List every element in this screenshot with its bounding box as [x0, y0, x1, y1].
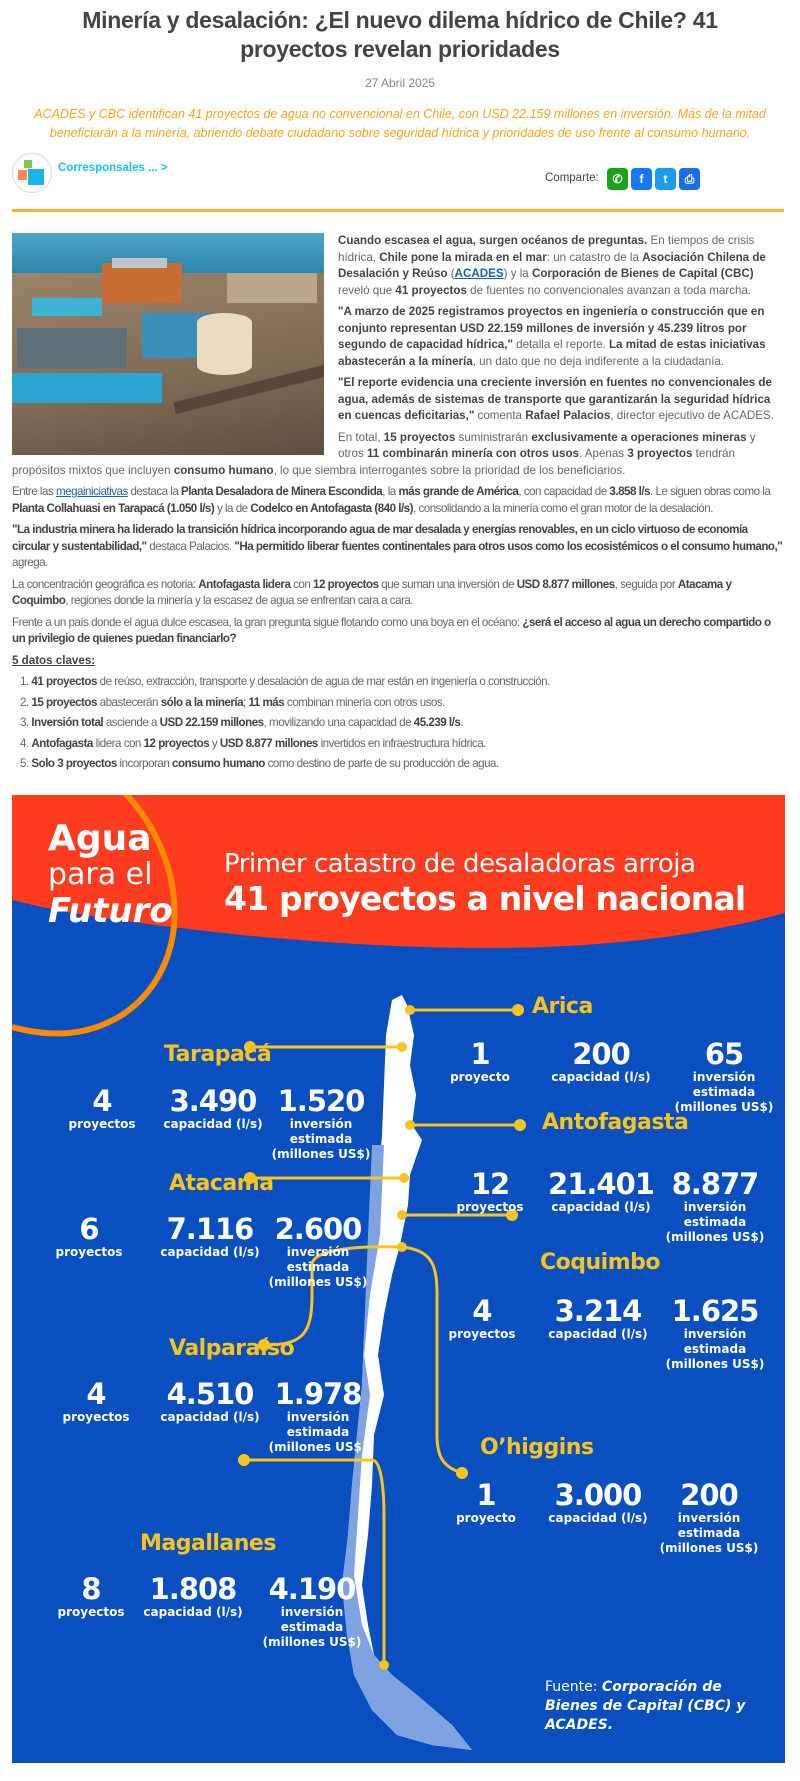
project-count: [426, 1479, 546, 1526]
investment-stat: [649, 1479, 769, 1556]
source-note: [545, 1678, 775, 1735]
bold-text: 11 más: [248, 695, 285, 709]
bold-text: 41 proyectos: [395, 283, 467, 297]
text-run: 2.: [20, 695, 32, 709]
bold-text: Rafael Palacios: [525, 409, 611, 422]
bold-text: sólo a la minería: [160, 695, 244, 709]
capacity-stat: [538, 1479, 658, 1526]
article-title: Minería y desalación: ¿El nuevo dilema hídrico de Chile? 41 proyectos revelan prioridades: [82, 7, 718, 62]
bold-text: USD 22.159 millones: [159, 716, 264, 729]
bold-text: Antofagasta lidera: [198, 577, 291, 591]
brand-line-agua: Agua: [48, 818, 152, 859]
text-run: , consolidando a la minería como el gran motor de la desalación.: [413, 501, 713, 515]
text-run: y: [209, 736, 220, 750]
capacity-stat: [133, 1573, 253, 1620]
bold-text: 12 proyectos: [143, 736, 210, 750]
text-run: 5.: [20, 757, 32, 770]
investment-stat: [258, 1213, 378, 1290]
region-name: Atacama: [169, 1171, 274, 1196]
stat-value: 1.808: [149, 1572, 237, 1606]
bold-text: 3 proyectos: [627, 447, 693, 460]
text-run: 4.: [20, 736, 32, 750]
capacity-stat: [150, 1378, 270, 1425]
stat-label: capacidad (l/s): [548, 1511, 648, 1525]
text-run: que suman una inversión de: [378, 577, 517, 591]
bold-text: 45.239 l/s: [413, 716, 461, 729]
article-paragraph: [12, 522, 784, 572]
bold-text: Solo 3 proyectos: [31, 757, 117, 770]
text-run: Frente a un país donde el agua dulce escasea, la gran pregunta sigue flotando como una boya en el océano:: [12, 615, 523, 629]
bold-text: 41 proyectos: [31, 675, 97, 688]
print-icon: ⎙: [684, 171, 695, 186]
stat-label: inversión estimada (millones US$): [674, 1070, 774, 1114]
stat-value: 200: [572, 1037, 630, 1071]
author-avatar[interactable]: [12, 153, 52, 193]
article-paragraph: [12, 615, 784, 648]
bold-text: ¿será el acceso al agua un derecho compartido o un privilegio de quienes puedan financiarlo?: [12, 615, 771, 645]
bold-text: Inversión total: [31, 716, 104, 729]
text-run: comenta: [474, 409, 526, 422]
text-run: agrega.: [12, 556, 48, 569]
stat-value: 3.000: [554, 1478, 642, 1512]
text-run: .: [460, 716, 464, 729]
bold-text: Atacama y Coquimbo: [12, 577, 732, 607]
stat-value: 1: [476, 1478, 496, 1512]
stat-value: 1: [470, 1037, 490, 1071]
stat-label: capacidad (l/s): [143, 1605, 243, 1619]
bold-text: "Ha permitido liberar fuentes continentales para otros usos como los ecosistémicos o el consumo humano,": [234, 539, 783, 553]
text-run: , la: [382, 485, 399, 498]
bold-text: exclusivamente a operaciones mineras: [531, 430, 747, 444]
stat-label: proyecto: [456, 1511, 516, 1525]
publish-date: 27 Abril 2025: [364, 76, 436, 90]
text-run: , movilizando una capacidad de: [263, 716, 414, 729]
key-facts-heading: 5 datos claves:: [12, 653, 96, 667]
text-run: (: [447, 267, 455, 280]
text-run: , con capacidad de: [518, 485, 610, 498]
stat-label: proyectos: [456, 1200, 524, 1214]
stat-label: inversión estimada (millones US$): [268, 1410, 368, 1454]
stat-label: capacidad (l/s): [551, 1200, 651, 1214]
text-run: combinan minería con otros usos.: [284, 695, 445, 709]
inline-link[interactable]: megainiciativas: [55, 485, 128, 498]
text-run: suministrarán: [455, 430, 532, 444]
twitter-icon: t: [663, 172, 668, 186]
text-run: La concentración geográfica es notoria:: [12, 577, 199, 591]
headline-line-1: Primer catastro de desaladoras arroja: [224, 849, 696, 879]
text-run: destaca la: [127, 485, 182, 498]
text-run: reveló que: [338, 283, 396, 297]
project-count: [430, 1168, 550, 1215]
text-run: , seguida por: [614, 577, 678, 591]
bold-text: Cuando escasea el agua, surgen océanos de preguntas.: [338, 234, 648, 247]
bold-text: 15 proyectos: [31, 695, 97, 709]
text-run: . Le siguen obras como la: [650, 485, 771, 498]
stat-value: 4: [86, 1377, 106, 1411]
stat-label: inversión estimada (millones US$): [665, 1200, 765, 1244]
region-name: Coquimbo: [540, 1250, 660, 1275]
project-count: [42, 1085, 162, 1132]
bold-text: Codelco en Antofagasta (840 l/s): [250, 501, 414, 515]
text-run: invertidos en infraestructura hídrica.: [317, 736, 486, 750]
capacity-stat: [150, 1213, 270, 1260]
infographic: [12, 795, 785, 1763]
stat-label: capacidad (l/s): [160, 1410, 260, 1424]
investment-stat: [655, 1168, 775, 1245]
investment-stat: [664, 1038, 784, 1115]
bold-text: Planta Desaladora de Minera Escondida: [181, 485, 383, 498]
stat-value: 3.214: [554, 1294, 642, 1328]
investment-stat: [258, 1378, 378, 1455]
stat-label: proyectos: [57, 1605, 125, 1619]
stat-label: capacidad (l/s): [548, 1327, 648, 1341]
project-count: [36, 1378, 156, 1425]
inline-link[interactable]: ACADES: [454, 267, 504, 280]
bold-text: La mitad de estas iniciativas abastecerán a la minería: [338, 338, 766, 368]
text-run: 1.: [20, 675, 32, 688]
text-run: detalla el reporte.: [512, 338, 609, 351]
stat-label: proyectos: [55, 1245, 123, 1259]
stat-label: inversión estimada (millones US$): [659, 1511, 759, 1555]
bold-text: USD 8.877 millones: [219, 736, 318, 750]
share-print-button[interactable]: [679, 168, 700, 190]
stat-value: 4.190: [268, 1572, 356, 1606]
stat-value: 4: [92, 1084, 112, 1118]
brand-line-para: para el: [48, 857, 153, 892]
text-run: destaca Palacios.: [146, 539, 235, 553]
stat-label: capacidad (l/s): [163, 1117, 263, 1131]
stat-label: inversión estimada (millones US$): [262, 1605, 362, 1649]
brand-logo: [48, 818, 173, 931]
bold-text: Planta Collahuasi en Tarapacá (1.050 l/s): [12, 501, 215, 515]
capacity-stat: [541, 1038, 661, 1085]
region-name: Arica: [532, 994, 593, 1019]
stat-value: 21.401: [548, 1167, 654, 1201]
investment-stat: [655, 1295, 775, 1372]
key-fact-item: [20, 756, 784, 773]
bold-text: consumo humano: [173, 463, 274, 477]
text-run: incorporan: [116, 757, 173, 770]
stat-value: 3.490: [169, 1084, 257, 1118]
source-prefix: Fuente:: [545, 1679, 602, 1695]
region-name: Antofagasta: [542, 1110, 689, 1135]
stat-value: 6: [79, 1212, 99, 1246]
stat-value: 1.520: [277, 1084, 365, 1118]
bold-text: "El reporte evidencia una creciente inversión en fuentes no convencionales de agua, además de sistemas de transporte que garantizarán la seguridad hídrica en cuencas deficitarias,": [338, 376, 772, 422]
text-run: asciende a: [103, 716, 160, 729]
text-run: Entre las: [12, 485, 56, 498]
bold-text: más grande de América: [398, 485, 519, 498]
facebook-icon: f: [639, 172, 644, 186]
text-run: con: [290, 577, 314, 591]
stat-label: inversión estimada (millones US$): [665, 1327, 765, 1371]
key-fact-item: [20, 715, 784, 732]
share-twitter-button[interactable]: [655, 168, 676, 190]
stat-value: 4.510: [166, 1377, 254, 1411]
stat-label: capacidad (l/s): [160, 1245, 260, 1259]
article-paragraph: [12, 577, 784, 610]
stat-label: proyectos: [68, 1117, 136, 1131]
article-paragraph: [12, 484, 784, 517]
region-name: O’higgins: [480, 1435, 594, 1460]
investment-stat: [261, 1085, 381, 1162]
stat-label: proyectos: [448, 1327, 516, 1341]
headline-line-2: 41 proyectos a nivel nacional: [224, 879, 746, 918]
project-count: [420, 1038, 540, 1085]
text-run: abastecerán: [96, 695, 161, 709]
source-org: Corporación de Bienes de Capital (CBC) y ACADES.: [545, 1679, 746, 1733]
text-run: , lo que siembra interrogantes sobre la prioridad de los beneficiarios.: [273, 463, 626, 477]
text-run: , un dato que no deja indiferente a la ciudadanía.: [472, 354, 725, 368]
investment-stat: [252, 1573, 372, 1650]
bold-text: 12 proyectos: [313, 577, 379, 591]
share-label: Comparte:: [545, 172, 599, 184]
text-run: tendrán propósitos mixtos que incluyen: [12, 447, 735, 477]
stat-value: 4: [472, 1294, 492, 1328]
bold-text: 15 proyectos: [383, 430, 456, 444]
stat-label: inversión estimada (millones US$): [271, 1117, 371, 1161]
speech-bubble-icon: [24, 160, 32, 168]
capacity-stat: [153, 1085, 273, 1132]
project-count: [422, 1295, 542, 1342]
author-link[interactable]: Corresponsales ... >: [58, 162, 168, 174]
bold-text: Asociación Chilena de Desalación y Reúso: [338, 250, 766, 280]
bold-text: USD 8.877 millones: [516, 577, 615, 591]
stat-label: inversión estimada (millones US$): [268, 1245, 368, 1289]
article-body: [12, 233, 784, 777]
stat-value: 1.625: [671, 1294, 759, 1328]
header-divider: [12, 209, 784, 212]
bold-text: "La industria minera ha liderado la transición hídrica incorporando agua de mar desalada y energías renovables, en un ciclo virtuoso de economía circular y sustentabilidad,": [12, 523, 748, 553]
stat-value: 1.978: [274, 1377, 362, 1411]
stat-label: proyectos: [62, 1410, 130, 1424]
stat-value: 8.877: [671, 1167, 759, 1201]
capacity-stat: [538, 1295, 658, 1342]
desalination-plant-photo: [12, 233, 324, 455]
article-lead: ACADES y CBC identifican 41 proyectos de agua no convencional en Chile, con USD 22.159 millones en inversión. Más de la mitad beneficiarán a la minería, abriendo debate ciudadano sobre seguridad hídrica y prioridades de uso frente al consumo humano.: [34, 107, 766, 140]
key-fact-item: [20, 695, 784, 712]
bold-text: 11 combinarán minería con otros usos: [367, 447, 579, 460]
stat-value: 200: [680, 1478, 738, 1512]
text-run: , director ejecutivo de ACADES.: [610, 409, 774, 422]
bold-text: "A marzo de 2025 registramos proyectos en ingeniería o construcción que en conjunto representan USD 22.159 millones de inversión y 45.239 litros por segundo de capacidad hídrica,": [338, 305, 765, 351]
bold-text: Antofagasta: [31, 736, 93, 750]
text-run: 3.: [20, 716, 32, 729]
stat-value: 2.600: [274, 1212, 362, 1246]
text-run: , regiones donde la minería y la escasez de agua se enfrentan cara a cara.: [65, 594, 414, 607]
text-run: como destino de parte de su producción de agua.: [264, 757, 499, 770]
stat-label: capacidad (l/s): [551, 1070, 651, 1084]
text-run: En total,: [338, 430, 384, 444]
key-facts-list: [12, 674, 784, 773]
stat-label: proyecto: [450, 1070, 510, 1084]
text-run: En tiempos de crisis hídrica,: [338, 234, 755, 264]
text-run: . Apenas: [578, 447, 628, 460]
stat-value: 12: [470, 1167, 510, 1201]
bold-text: Corporación de Bienes de Capital (CBC): [531, 267, 754, 280]
text-run: ) y la: [503, 267, 532, 280]
text-run: de reúso, extracción, transporte y desalación de agua de mar están en ingeniería o construcción.: [96, 675, 550, 688]
whatsapp-icon: ✆: [612, 172, 623, 186]
text-run: y otros: [338, 430, 756, 460]
text-run: de fuentes no convencionales avanzan a toda marcha.: [466, 283, 752, 297]
stat-value: 7.116: [166, 1212, 254, 1246]
share-whatsapp-button[interactable]: [607, 168, 628, 190]
text-run: : un catastro de la: [546, 250, 643, 264]
region-name: Valparaíso: [169, 1336, 295, 1361]
share-facebook-button[interactable]: [631, 168, 652, 190]
capacity-stat: [541, 1168, 661, 1215]
key-fact-item: [20, 674, 784, 691]
region-name: Tarapacá: [164, 1042, 272, 1067]
bold-text: 3.858 l/s: [609, 485, 651, 498]
region-name: Magallanes: [140, 1531, 276, 1556]
stat-value: 8: [81, 1572, 101, 1606]
speech-bubble-icon: [28, 169, 44, 185]
text-run: y la de: [214, 501, 251, 515]
bold-text: consumo humano: [172, 757, 265, 770]
key-fact-item: [20, 736, 784, 753]
bold-text: Chile pone la mirada en el mar: [379, 250, 547, 264]
stat-value: 65: [704, 1037, 744, 1071]
text-run: ;: [243, 695, 249, 709]
text-run: lidera con: [92, 736, 144, 750]
project-count: [29, 1213, 149, 1260]
brand-line-futuro: Futuro: [48, 891, 173, 931]
speech-bubble-icon: [18, 170, 27, 180]
